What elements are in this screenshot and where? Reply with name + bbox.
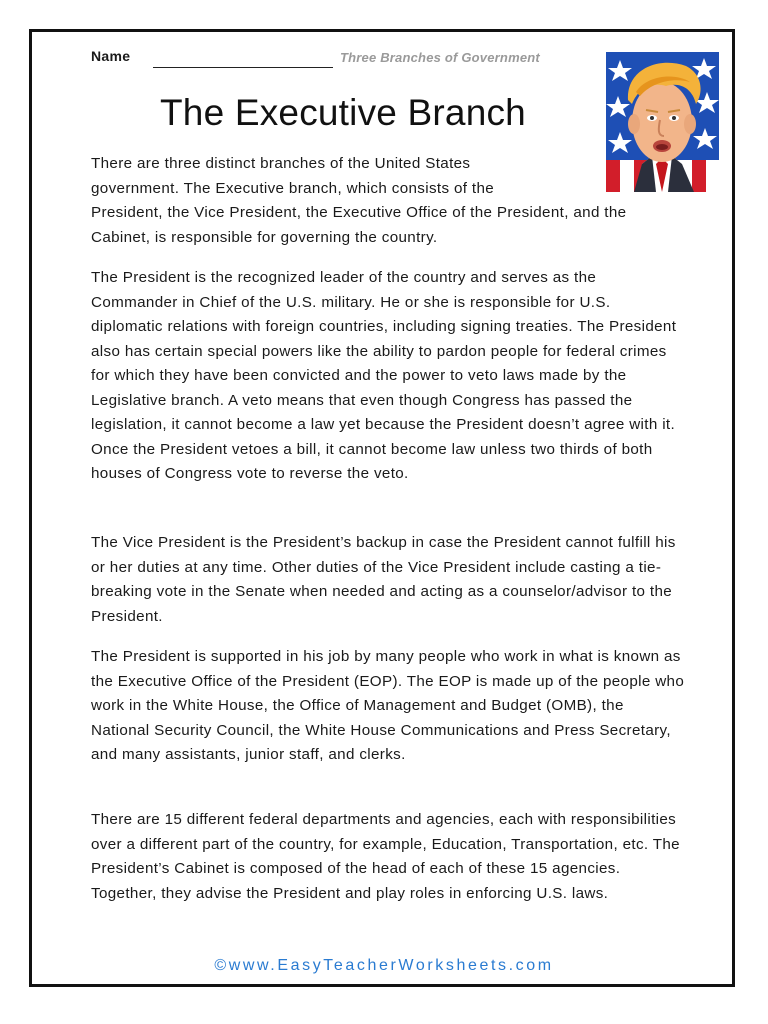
paragraph-intro-line-2: government. The Executive branch, which consists of the <box>91 179 495 197</box>
paragraph-president: The President is the recognized leader of the country and serves as the Commander in Chief of the U.S. military. He or she is responsible for U.S. diplomatic relations with foreign countries, including signing treaties. The President also has certain special powers like the ability to pardon people for federal crimes for which they have been convicted and the power to veto laws made by the Legislative branch. A veto means that even though Congress has passed the legislation, it cannot become a law yet because the President doesn’t agree with it. Once the President vetoes a bill, it cannot become law unless two thirds of both houses of Congress vote to reverse the veto. <box>91 269 677 482</box>
paragraph-intro <box>91 152 681 250</box>
paragraph-vice-president: The Vice President is the President’s backup in case the President cannot fulfill his or her duties at any time. Other duties of the Vice President include casting a tie-breaking vote in the Senate when needed and acting as a counselor/advisor to the President. <box>91 534 676 625</box>
paragraph-cabinet: There are 15 different federal departments and agencies, each with responsibilities over a different part of the country, for example, Education, Transportation, etc. The President’s Cabinet is composed of the head of each of these 15 agencies. Together, they advise the President and play roles in enforcing U.S. laws. <box>91 811 680 902</box>
paragraph-intro-line-1: There are three distinct branches of the United States <box>91 155 471 172</box>
name-input-line[interactable] <box>153 67 333 68</box>
name-label: Name <box>91 48 131 64</box>
worksheet-subject: Three Branches of Government <box>340 50 540 65</box>
paragraph-intro-rest: President, the Vice President, the Executive Office of the President, and the Cabinet, is responsible for governing the country. <box>91 204 627 246</box>
paragraph-eop: The President is supported in his job by many people who work in what is known as the Executive Office of the President (EOP). The EOP is made up of the people who work in the White House, the Office of Management and Budget (OMB), the National Security Council, the White House Communications and Press Secretary, and many assistants, junior staff, and clerks. <box>91 648 685 763</box>
footer-website-link[interactable]: ©www.EasyTeacherWorksheets.com <box>214 957 554 974</box>
page-title: The Executive Branch <box>160 92 526 133</box>
